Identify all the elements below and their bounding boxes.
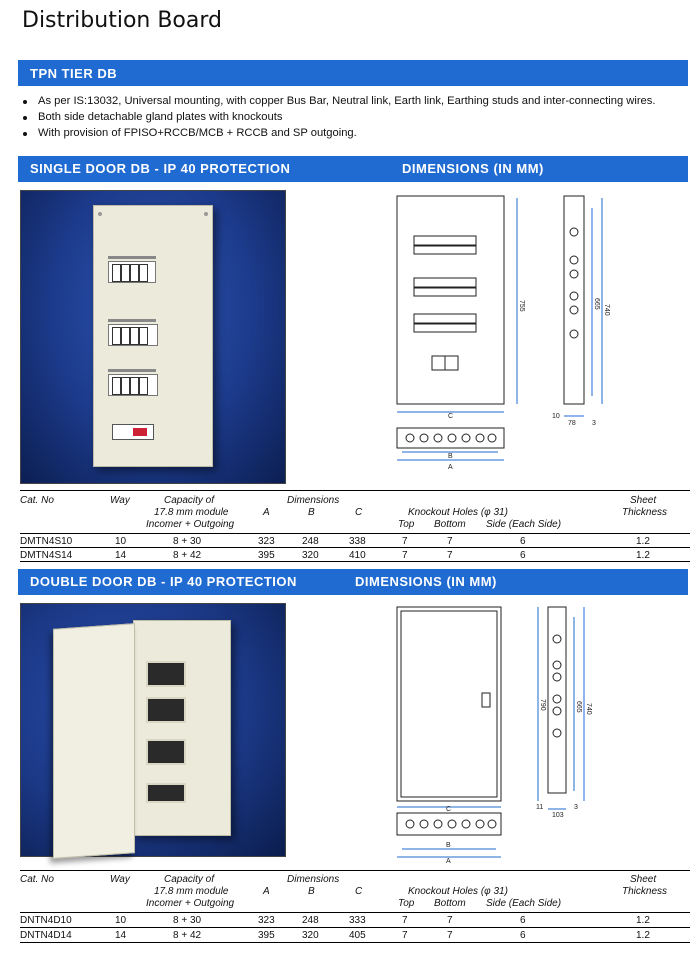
db-panel bbox=[93, 205, 213, 467]
col-cat-no: Cat. No bbox=[20, 874, 54, 885]
feature-list bbox=[20, 95, 690, 143]
cell-top: 7 bbox=[402, 915, 408, 926]
cell-b: 320 bbox=[302, 930, 319, 941]
col-top: Top bbox=[398, 519, 415, 530]
col-sheet: Sheet bbox=[630, 874, 657, 885]
dim-665: 665 bbox=[575, 701, 582, 713]
cell-side: 6 bbox=[520, 550, 526, 561]
col-c: C bbox=[355, 507, 363, 518]
cell-capacity: 8 + 30 bbox=[173, 536, 202, 547]
cell-side: 6 bbox=[520, 930, 526, 941]
dim-c: C bbox=[448, 413, 454, 420]
col-capacity-1: Capacity of bbox=[164, 874, 215, 885]
cell-c: 338 bbox=[349, 536, 366, 547]
feature-item: With provision of FPISO+RCCB/MCB + RCCB and SP outgoing. bbox=[20, 127, 690, 139]
col-knockout: Knockout Holes (φ 31) bbox=[408, 886, 508, 897]
cell-b: 320 bbox=[302, 550, 319, 561]
dim-10: 10 bbox=[552, 413, 560, 420]
cell-way: 10 bbox=[115, 915, 127, 926]
dim-b: B bbox=[446, 842, 451, 849]
section-bar-label: DOUBLE DOOR DB - IP 40 PROTECTION bbox=[30, 574, 297, 589]
dim-755: 755 bbox=[518, 300, 525, 312]
cell-capacity: 8 + 42 bbox=[173, 930, 202, 941]
dim-3: 3 bbox=[574, 804, 578, 811]
bottom-view-outline bbox=[397, 813, 501, 835]
col-b: B bbox=[308, 886, 315, 897]
col-capacity-3: Incomer + Outgoing bbox=[146, 898, 235, 909]
cell-a: 323 bbox=[258, 915, 275, 926]
dim-78: 78 bbox=[568, 420, 576, 427]
cell-way: 14 bbox=[115, 550, 127, 561]
cell-top: 7 bbox=[402, 536, 408, 547]
col-capacity-1: Capacity of bbox=[164, 495, 215, 506]
double-door-db-photo bbox=[20, 603, 286, 857]
col-capacity-2: 17.8 mm module bbox=[154, 507, 229, 518]
feature-item: As per IS:13032, Universal mounting, with copper Bus Bar, Neutral link, Earth link, Earthing studs and inter-connecting wires. bbox=[20, 95, 690, 107]
single-door-dimension-drawing bbox=[386, 188, 616, 478]
cell-cat: DNTN4D10 bbox=[20, 915, 72, 926]
dim-790: 790 bbox=[539, 699, 546, 711]
col-cat-no: Cat. No bbox=[20, 495, 54, 506]
dim-a: A bbox=[448, 464, 453, 471]
col-top: Top bbox=[398, 898, 415, 909]
mcb-row bbox=[108, 324, 158, 346]
cell-thickness: 1.2 bbox=[636, 536, 650, 547]
col-dimensions: Dimensions bbox=[287, 495, 340, 506]
cell-a: 395 bbox=[258, 550, 275, 561]
cell-c: 405 bbox=[349, 930, 366, 941]
dim-3: 3 bbox=[592, 420, 596, 427]
cell-bottom: 7 bbox=[447, 536, 453, 547]
col-a: A bbox=[263, 507, 270, 518]
dim-103: 103 bbox=[552, 812, 564, 819]
col-bottom: Bottom bbox=[434, 519, 466, 530]
dim-b: B bbox=[448, 453, 453, 460]
cell-way: 10 bbox=[115, 536, 127, 547]
page-title: Distribution Board bbox=[22, 8, 222, 33]
single-door-db-photo bbox=[20, 190, 286, 484]
cell-side: 6 bbox=[520, 915, 526, 926]
col-sheet: Sheet bbox=[630, 495, 657, 506]
dim-11: 11 bbox=[536, 804, 544, 811]
dim-740: 740 bbox=[585, 703, 592, 715]
col-thickness: Thickness bbox=[622, 507, 668, 518]
col-knockout: Knockout Holes (φ 31) bbox=[408, 507, 508, 518]
section-bar-label: SINGLE DOOR DB - IP 40 PROTECTION bbox=[30, 161, 291, 176]
col-thickness: Thickness bbox=[622, 886, 668, 897]
cell-a: 323 bbox=[258, 536, 275, 547]
dim-c: C bbox=[446, 806, 452, 813]
cell-thickness: 1.2 bbox=[636, 930, 650, 941]
section-bar-label: TPN TIER DB bbox=[30, 66, 118, 81]
cell-cat: DMTN4S10 bbox=[20, 536, 73, 547]
front-view-outline bbox=[397, 607, 501, 801]
mcb-row bbox=[108, 374, 158, 396]
open-door bbox=[53, 623, 135, 859]
section-bar-tpn bbox=[18, 60, 688, 86]
cell-b: 248 bbox=[302, 536, 319, 547]
cell-top: 7 bbox=[402, 930, 408, 941]
col-capacity-3: Incomer + Outgoing bbox=[146, 519, 235, 530]
col-side: Side (Each Side) bbox=[486, 519, 562, 530]
section-bar-dimensions: DIMENSIONS (IN MM) bbox=[402, 161, 544, 176]
col-c: C bbox=[355, 886, 363, 897]
section-bar-dimensions: DIMENSIONS (IN MM) bbox=[355, 574, 497, 589]
cell-a: 395 bbox=[258, 930, 275, 941]
rccb-unit bbox=[112, 424, 154, 440]
cell-thickness: 1.2 bbox=[636, 550, 650, 561]
cell-way: 14 bbox=[115, 930, 127, 941]
cell-top: 7 bbox=[402, 550, 408, 561]
dim-740: 740 bbox=[603, 304, 610, 316]
section-bar-double-door bbox=[18, 569, 688, 595]
cell-bottom: 7 bbox=[447, 930, 453, 941]
cell-capacity: 8 + 42 bbox=[173, 550, 202, 561]
dim-665: 665 bbox=[593, 298, 600, 310]
col-way: Way bbox=[110, 495, 130, 506]
cell-bottom: 7 bbox=[447, 550, 453, 561]
feature-item: Both side detachable gland plates with knockouts bbox=[20, 111, 690, 123]
col-bottom: Bottom bbox=[434, 898, 466, 909]
col-way: Way bbox=[110, 874, 130, 885]
cell-b: 248 bbox=[302, 915, 319, 926]
front-view-outline bbox=[397, 196, 504, 404]
cell-side: 6 bbox=[520, 536, 526, 547]
dim-a: A bbox=[446, 858, 451, 863]
cell-c: 333 bbox=[349, 915, 366, 926]
col-b: B bbox=[308, 507, 315, 518]
cell-cat: DNTN4D14 bbox=[20, 930, 72, 941]
double-door-dimension-drawing bbox=[386, 603, 616, 863]
cell-c: 410 bbox=[349, 550, 366, 561]
section-bar-single-door bbox=[18, 156, 688, 182]
cell-cat: DMTN4S14 bbox=[20, 550, 73, 561]
col-dimensions: Dimensions bbox=[287, 874, 340, 885]
col-capacity-2: 17.8 mm module bbox=[154, 886, 229, 897]
col-a: A bbox=[263, 886, 270, 897]
db-panel bbox=[133, 620, 231, 836]
cell-bottom: 7 bbox=[447, 915, 453, 926]
col-side: Side (Each Side) bbox=[486, 898, 562, 909]
cell-capacity: 8 + 30 bbox=[173, 915, 202, 926]
mcb-row bbox=[108, 261, 156, 283]
cell-thickness: 1.2 bbox=[636, 915, 650, 926]
